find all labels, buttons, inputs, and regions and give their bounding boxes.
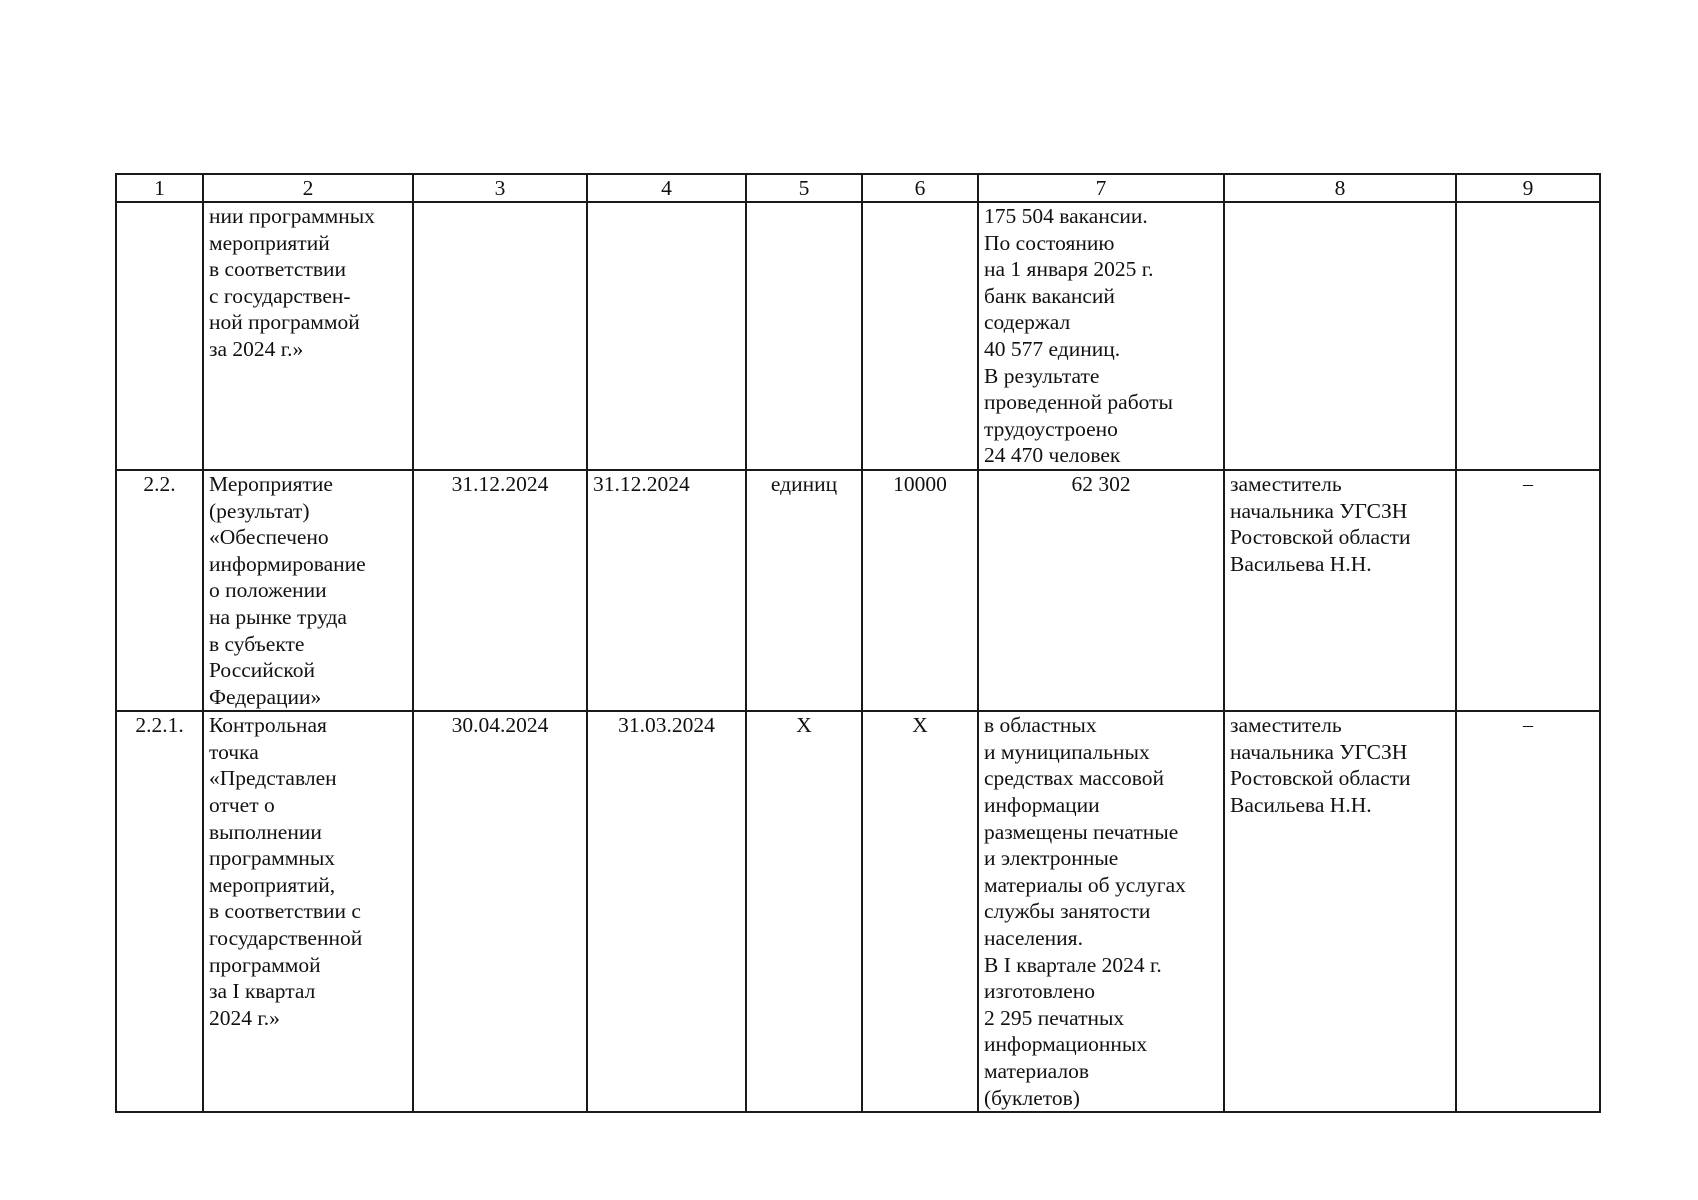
fact-date xyxy=(587,202,746,470)
column-number: 4 xyxy=(587,174,746,202)
note xyxy=(1456,202,1600,470)
plan-date: 31.12.2024 xyxy=(413,470,587,711)
responsible-person: заместитель начальника УГСЗН Ростовской области Васильева Н.Н. xyxy=(1224,470,1456,711)
event-name: нии программных мероприятий в соответствии с государствен- ной программой за 2024 г.» xyxy=(203,202,413,470)
column-number: 3 xyxy=(413,174,587,202)
fact-date: 31.12.2024 xyxy=(587,470,746,711)
note: – xyxy=(1456,711,1600,1112)
plan-date xyxy=(413,202,587,470)
column-number: 1 xyxy=(116,174,203,202)
table-row xyxy=(116,470,1600,711)
event-name: Контрольная точка «Представлен отчет о выполнении программных мероприятий, в соответствии с государственной программой за I квартал 2024 г.» xyxy=(203,711,413,1112)
table-row xyxy=(116,711,1600,1112)
column-number-row xyxy=(116,174,1600,202)
result-text: 62 302 xyxy=(978,470,1224,711)
event-name: Мероприятие (результат) «Обеспечено информирование о положении на рынке труда в субъекте Российской Федерации» xyxy=(203,470,413,711)
row-number: 2.2.1. xyxy=(116,711,203,1112)
report-table xyxy=(115,173,1601,1113)
plan-date: 30.04.2024 xyxy=(413,711,587,1112)
note: – xyxy=(1456,470,1600,711)
result-text: 175 504 вакансии. По состоянию на 1 января 2025 г. банк вакансий содержал 40 577 единиц. В результате проведенной работы трудоустроено 24 470 человек xyxy=(978,202,1224,470)
column-number: 2 xyxy=(203,174,413,202)
column-number: 8 xyxy=(1224,174,1456,202)
column-number: 7 xyxy=(978,174,1224,202)
column-number: 9 xyxy=(1456,174,1600,202)
column-number: 6 xyxy=(862,174,978,202)
column-number: 5 xyxy=(746,174,862,202)
unit xyxy=(746,202,862,470)
responsible-person xyxy=(1224,202,1456,470)
unit: единиц xyxy=(746,470,862,711)
plan-value: X xyxy=(862,711,978,1112)
row-number xyxy=(116,202,203,470)
unit: X xyxy=(746,711,862,1112)
plan-value xyxy=(862,202,978,470)
row-number: 2.2. xyxy=(116,470,203,711)
result-text: в областных и муниципальных средствах массовой информации размещены печатные и электронные материалы об услугах службы занятости населения. В I квартале 2024 г. изготовлено 2 295 печатных информационных материалов (буклетов) xyxy=(978,711,1224,1112)
table-row xyxy=(116,202,1600,470)
plan-value: 10000 xyxy=(862,470,978,711)
fact-date: 31.03.2024 xyxy=(587,711,746,1112)
responsible-person: заместитель начальника УГСЗН Ростовской области Васильева Н.Н. xyxy=(1224,711,1456,1112)
